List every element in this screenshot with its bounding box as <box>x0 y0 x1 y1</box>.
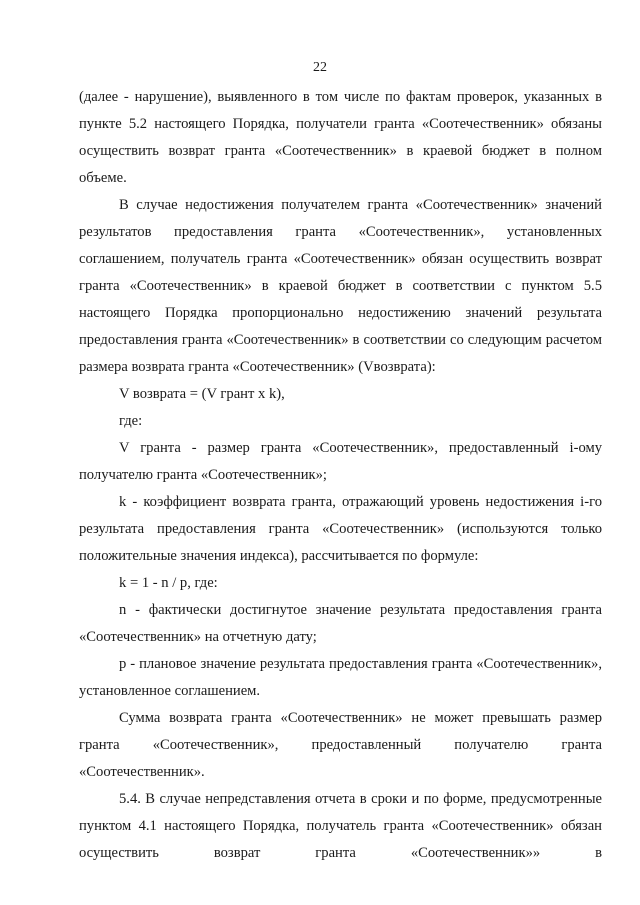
paragraph-formula-k: k = 1 - n / p, где: <box>119 575 218 591</box>
paragraph-k-definition: k - коэффициент возврата гранта, отражающий уровень недостижения i-го результата предоставления гранта «Соотечественник» (используются только положительные значения индекса), рассчитывается по формуле: <box>79 494 602 564</box>
page-number: 22 <box>313 60 327 75</box>
paragraph-continuation: (далее - нарушение), выявленного в том числе по фактам проверок, указанных в пункте 5.2 настоящего Порядка, получатели гранта «Соотечественник» обязаны осуществить возврат гранта «Соотечественник» в краевой бюджет в полном объеме. <box>79 89 602 186</box>
document-body <box>79 84 602 867</box>
paragraph-where: где: <box>119 413 143 429</box>
paragraph-formula-refund: V возврата = (V грант x k), <box>119 386 285 402</box>
paragraph-n-definition: n - фактически достигнутое значение результата предоставления гранта «Соотечественник» на отчетную дату; <box>79 602 602 645</box>
paragraph-refund-shortfall: В случае недостижения получателем гранта «Соотечественник» значений результатов предоставления гранта «Соотечественник», установленных соглашением, получатель гранта «Соотечественник» обязан осуществить возврат гранта «Соотечественник» в краевой бюджет в соответствии с пунктом 5.5 настоящего Порядка пропорционально недостижению значений результата предоставления гранта «Соотечественник» в соответствии со следующим расчетом размера возврата гранта «Соотечественник» (Vвозврата): <box>79 197 602 375</box>
paragraph-v-grant-definition: V гранта - размер гранта «Соотечественник», предоставленный i-ому получателю гранта «Соотечественник»; <box>79 440 602 483</box>
paragraph-refund-limit: Сумма возврата гранта «Соотечественник» не может превышать размер гранта «Соотечественник», предоставленный получателю гранта «Соотечественник». <box>79 710 602 780</box>
paragraph-5-4: 5.4. В случае непредставления отчета в сроки и по форме, предусмотренные пунктом 4.1 настоящего Порядка, получатель гранта «Соотечественник» обязан осуществить возврат гранта «Соотечественник»» в <box>79 791 602 861</box>
paragraph-p-definition: p - плановое значение результата предоставления гранта «Соотечественник», установленное соглашением. <box>79 656 602 699</box>
